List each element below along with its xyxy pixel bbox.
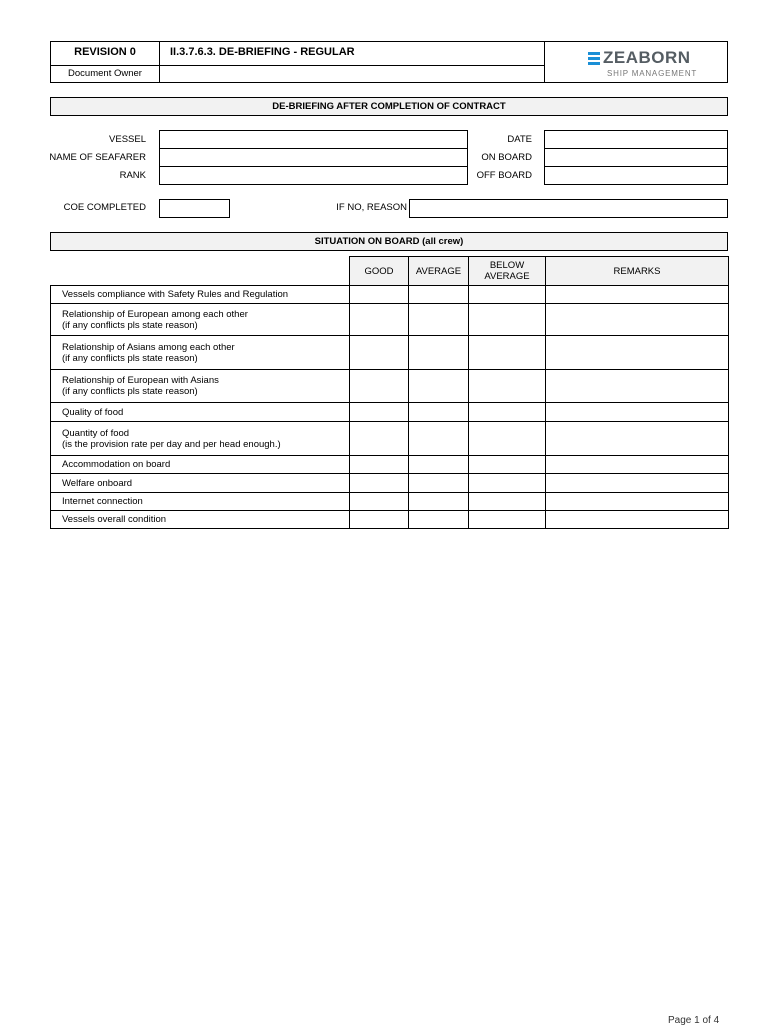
rank-field[interactable] — [159, 166, 468, 185]
cell-remarks[interactable] — [546, 422, 729, 456]
table-row — [51, 422, 729, 456]
cell-good[interactable] — [350, 403, 409, 422]
cell-remarks[interactable] — [546, 511, 729, 529]
cell-below-average[interactable] — [469, 304, 546, 336]
cell-average[interactable] — [409, 403, 469, 422]
cell-average[interactable] — [409, 493, 469, 511]
cell-remarks[interactable] — [546, 493, 729, 511]
section-situation-title: SITUATION ON BOARD (all crew) — [314, 236, 464, 247]
col-head-below-average: BELOW AVERAGE — [469, 257, 546, 286]
section-situation-title-box — [50, 232, 728, 251]
logo-name: ZEABORN — [603, 48, 691, 67]
row-label-accommodation: Accommodation on board — [51, 456, 350, 474]
cell-good[interactable] — [350, 511, 409, 529]
row-label-overall-condition: Vessels overall condition — [51, 511, 350, 529]
cell-below-average[interactable] — [469, 336, 546, 370]
if-no-reason-label: IF NO, REASON — [336, 202, 407, 213]
cell-average[interactable] — [409, 304, 469, 336]
cell-remarks[interactable] — [546, 286, 729, 304]
if-no-reason-field[interactable] — [409, 199, 728, 218]
cell-remarks[interactable] — [546, 336, 729, 370]
situation-table — [50, 256, 729, 529]
cell-good[interactable] — [350, 336, 409, 370]
cell-good[interactable] — [350, 286, 409, 304]
logo-mark-icon — [588, 52, 600, 67]
row-label-asian-relationship: Relationship of Asians among each other (if any conflicts pls state reason) — [51, 336, 350, 370]
cell-remarks[interactable] — [546, 370, 729, 403]
row-label-european-relationship: Relationship of European among each other (if any conflicts pls state reason) — [51, 304, 350, 336]
row-label-welfare: Welfare onboard — [51, 474, 350, 493]
table-row — [51, 474, 729, 493]
row-label-european-asian-relationship: Relationship of European with Asians (if any conflicts pls state reason) — [51, 370, 350, 403]
cell-remarks[interactable] — [546, 304, 729, 336]
page-number: Page 1 of 4 — [668, 1015, 720, 1026]
cell-below-average[interactable] — [469, 403, 546, 422]
document-owner-label: Document Owner — [68, 68, 142, 79]
cell-below-average[interactable] — [469, 456, 546, 474]
on-board-field[interactable] — [544, 148, 728, 167]
cell-good[interactable] — [350, 422, 409, 456]
table-row — [51, 286, 729, 304]
section-debriefing-title: DE-BRIEFING AFTER COMPLETION OF CONTRACT — [272, 101, 506, 112]
cell-below-average[interactable] — [469, 286, 546, 304]
seafarer-label: NAME OF SEAFARER — [49, 152, 146, 163]
cell-average[interactable] — [409, 286, 469, 304]
cell-below-average[interactable] — [469, 422, 546, 456]
vessel-label: VESSEL — [109, 134, 146, 145]
cell-average[interactable] — [409, 336, 469, 370]
zeaborn-logo — [588, 50, 708, 82]
cell-average[interactable] — [409, 370, 469, 403]
row-label-internet: Internet connection — [51, 493, 350, 511]
cell-average[interactable] — [409, 422, 469, 456]
cell-remarks[interactable] — [546, 403, 729, 422]
cell-good[interactable] — [350, 474, 409, 493]
revision-label: REVISION 0 — [74, 46, 136, 58]
cell-remarks[interactable] — [546, 474, 729, 493]
document-title: II.3.7.6.3. DE-BRIEFING - REGULAR — [170, 46, 355, 58]
table-row — [51, 511, 729, 529]
table-row — [51, 493, 729, 511]
table-row — [51, 370, 729, 403]
logo-subtitle: SHIP MANAGEMENT — [607, 69, 698, 78]
section-debriefing-title-box — [50, 97, 728, 116]
cell-good[interactable] — [350, 493, 409, 511]
vessel-field[interactable] — [159, 130, 468, 149]
cell-average[interactable] — [409, 456, 469, 474]
seafarer-field[interactable] — [159, 148, 468, 167]
row-label-food-quantity: Quantity of food (is the provision rate per day and per head enough.) — [51, 422, 350, 456]
date-label: DATE — [507, 134, 532, 145]
table-row — [51, 456, 729, 474]
cell-below-average[interactable] — [469, 370, 546, 403]
cell-good[interactable] — [350, 304, 409, 336]
col-head-remarks: REMARKS — [546, 257, 729, 286]
rank-label: RANK — [119, 170, 146, 181]
cell-remarks[interactable] — [546, 456, 729, 474]
on-board-label: ON BOARD — [481, 152, 532, 163]
row-label-food-quality: Quality of food — [51, 403, 350, 422]
header-vline-2 — [544, 41, 545, 83]
document-owner-field[interactable] — [160, 66, 544, 82]
cell-average[interactable] — [409, 511, 469, 529]
off-board-field[interactable] — [544, 166, 728, 185]
cell-good[interactable] — [350, 456, 409, 474]
col-head-average: AVERAGE — [409, 257, 469, 286]
cell-below-average[interactable] — [469, 474, 546, 493]
table-row — [51, 304, 729, 336]
table-header-row — [51, 257, 729, 286]
cell-below-average[interactable] — [469, 511, 546, 529]
date-field[interactable] — [544, 130, 728, 149]
coe-label: COE COMPLETED — [63, 202, 146, 213]
table-header-blank — [51, 257, 350, 286]
cell-average[interactable] — [409, 474, 469, 493]
cell-good[interactable] — [350, 370, 409, 403]
cell-below-average[interactable] — [469, 493, 546, 511]
coe-field[interactable] — [159, 199, 230, 218]
col-head-good: GOOD — [350, 257, 409, 286]
table-row — [51, 336, 729, 370]
row-label-safety: Vessels compliance with Safety Rules and Regulation — [51, 286, 350, 304]
table-row — [51, 403, 729, 422]
off-board-label: OFF BOARD — [476, 170, 532, 181]
